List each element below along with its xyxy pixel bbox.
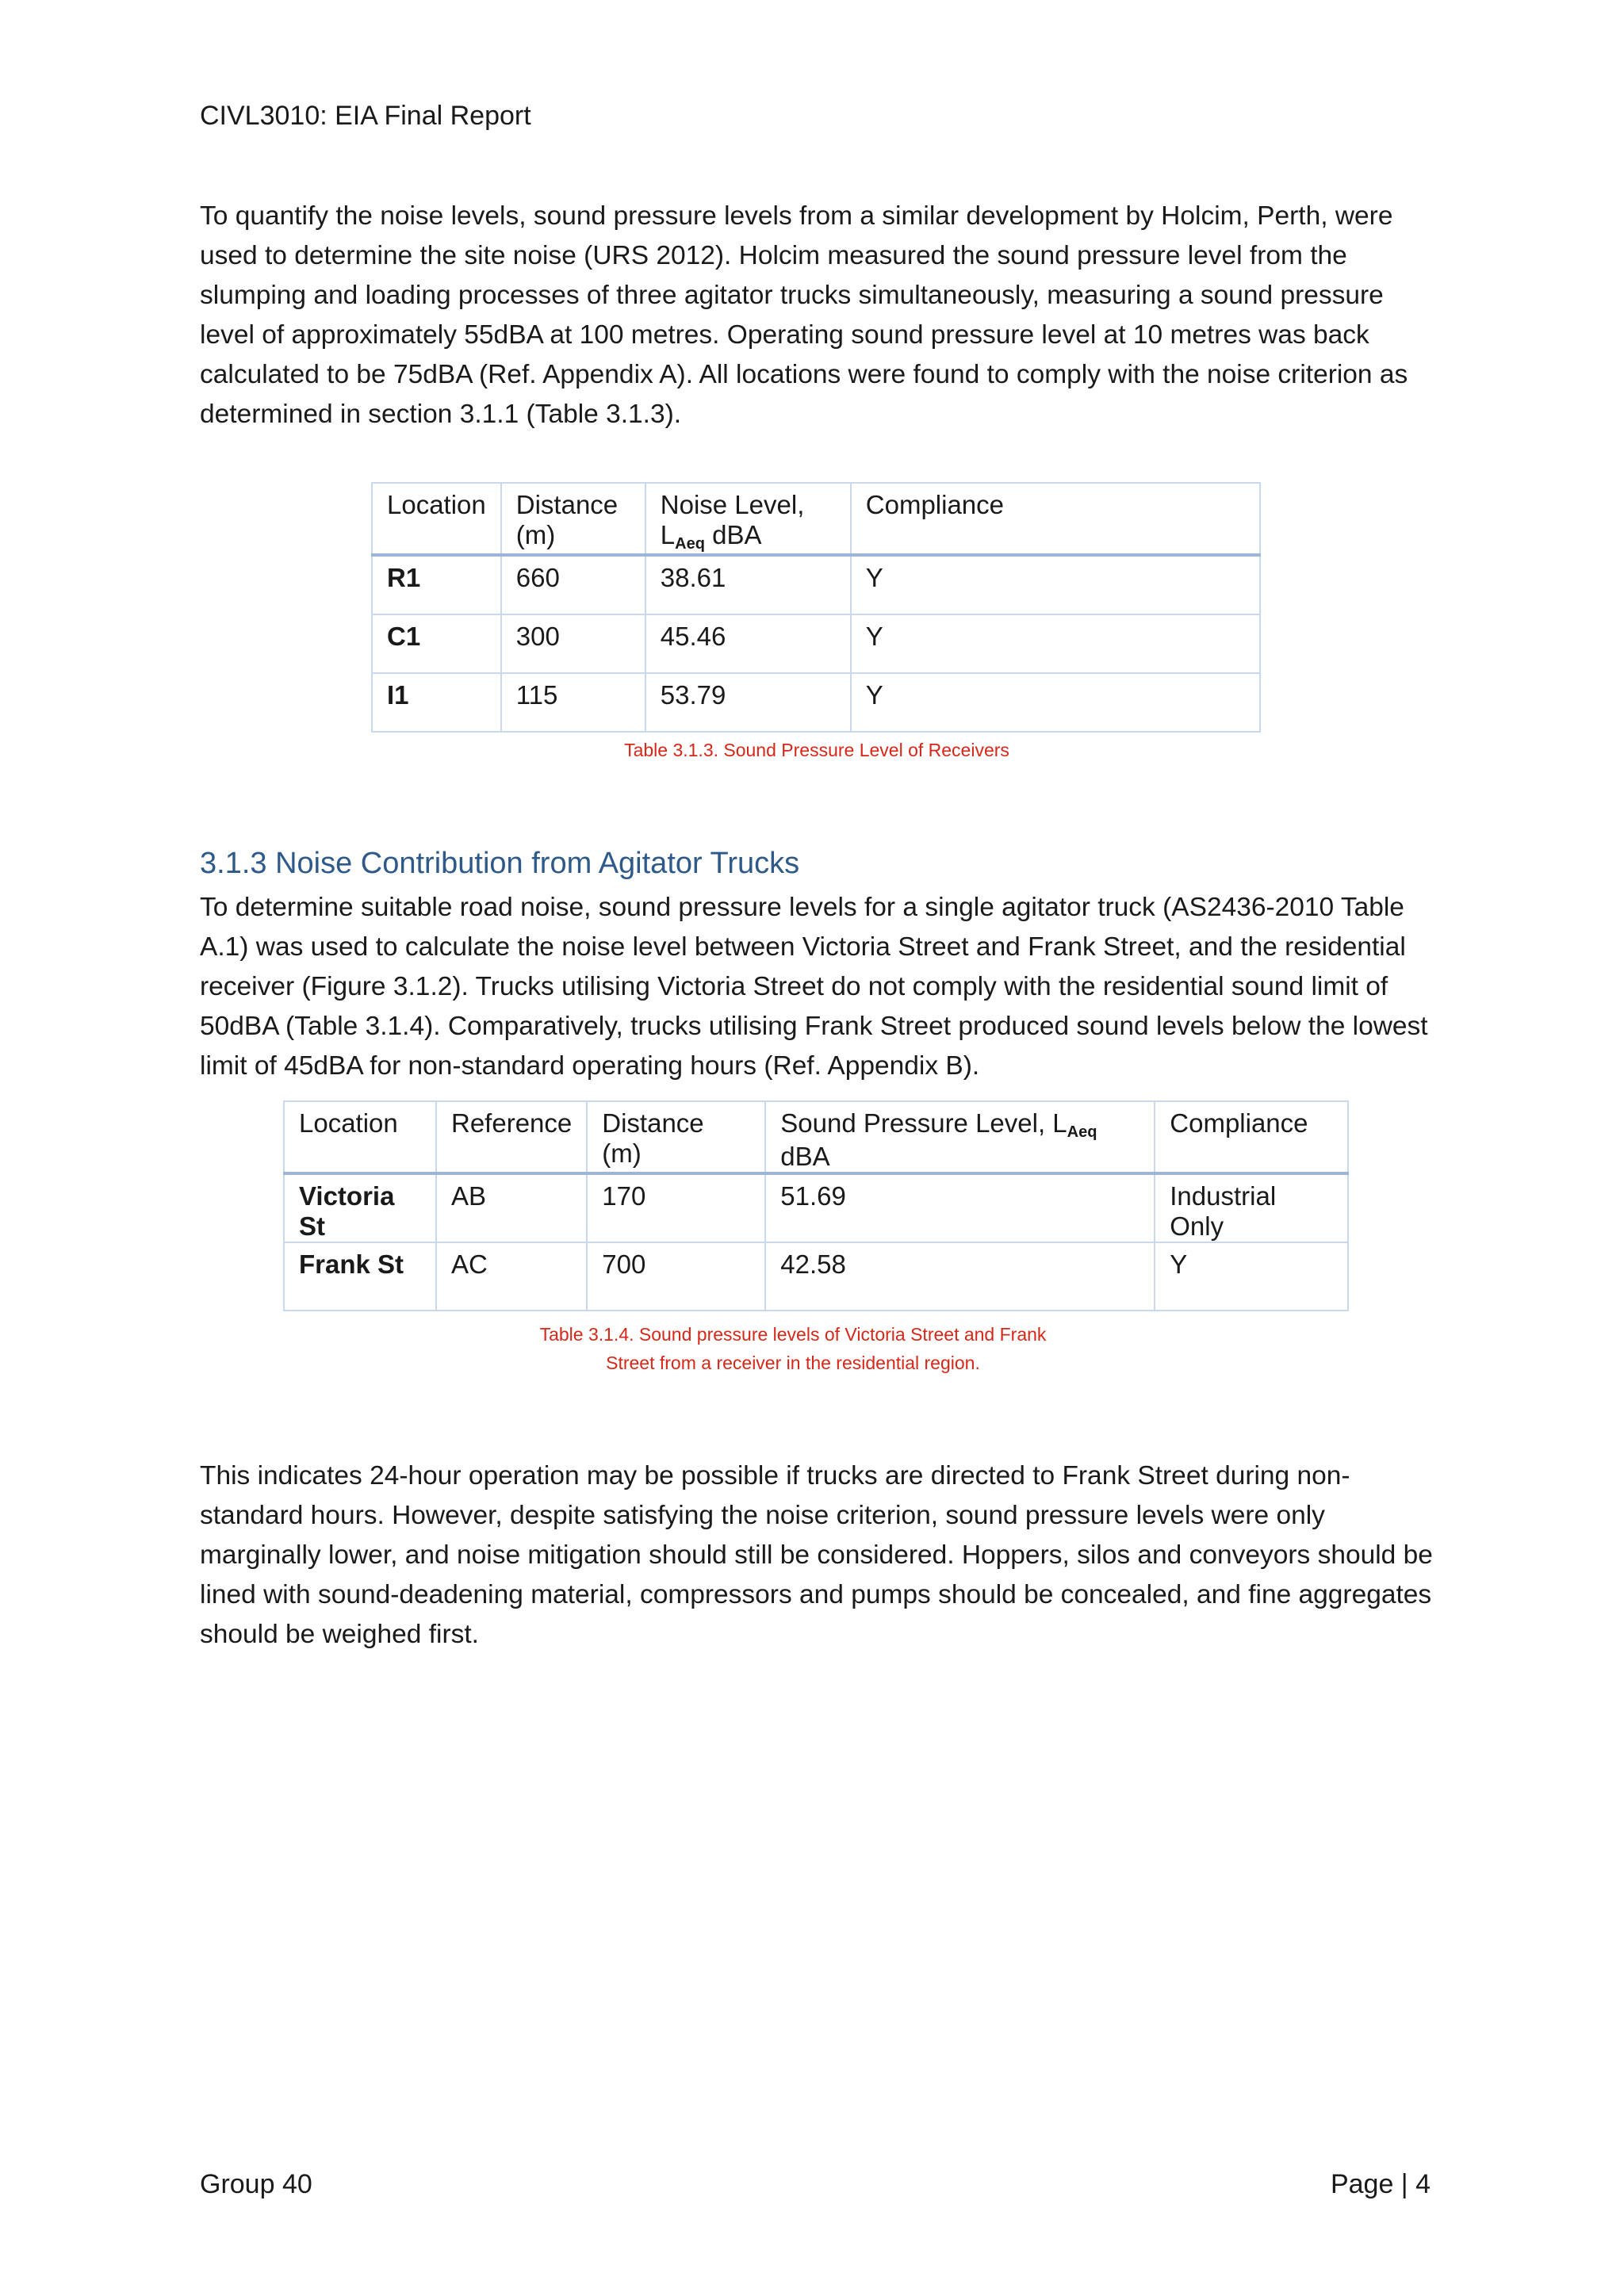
column-header-compliance: Compliance	[851, 483, 1260, 555]
cell-compliance: Industrial Only	[1155, 1173, 1348, 1242]
intro-paragraph: To quantify the noise levels, sound pressure levels from a similar development by Holcim, Perth, were used to determine the site noise (URS 2012). Holcim measured the sound pressure level from the slumping and loading processes of three agitator trucks simultaneously, measuring a sound pressure level of approximately 55dBA at 100 metres. Operating sound pressure level at 10 metres was back calculated to be 75dBA (Ref. Appendix A). All locations were found to comply with the noise criterion as determined in section 3.1.1 (Table 3.1.3).	[200, 201, 1408, 429]
cell-distance: 700	[587, 1242, 765, 1311]
table-caption-line: Table 3.1.4. Sound pressure levels of Victoria Street and Frank	[539, 1324, 1047, 1345]
cell-location: R1	[372, 555, 501, 614]
cell-sound-pressure-level: 51.69	[765, 1173, 1155, 1242]
table-header-row	[372, 483, 1260, 555]
column-header-location: Location	[372, 483, 501, 555]
footer-group: Group 40	[200, 2169, 312, 2199]
column-header-reference: Reference	[436, 1101, 587, 1173]
cell-noise-level: 45.46	[645, 614, 851, 673]
table-row	[372, 555, 1260, 614]
column-header-distance: Distance (m)	[501, 483, 645, 555]
cell-location: C1	[372, 614, 501, 673]
cell-location: I1	[372, 673, 501, 732]
page-header: CIVL3010: EIA Final Report	[200, 101, 531, 131]
table-header-row	[284, 1101, 1348, 1173]
table-row	[372, 673, 1260, 732]
table-caption-line: Street from a receiver in the residential region.	[606, 1353, 980, 1373]
road-noise-table	[283, 1100, 1349, 1311]
cell-location: Frank St	[284, 1242, 436, 1311]
cell-compliance: Y	[1155, 1242, 1348, 1311]
cell-reference: AC	[436, 1242, 587, 1311]
cell-location: Victoria St	[284, 1173, 436, 1242]
cell-reference: AB	[436, 1173, 587, 1242]
receivers-table	[371, 482, 1261, 733]
cell-distance: 170	[587, 1173, 765, 1242]
cell-noise-level: 38.61	[645, 555, 851, 614]
column-header-distance: Distance (m)	[587, 1101, 765, 1173]
cell-noise-level: 53.79	[645, 673, 851, 732]
conclusion-paragraph: This indicates 24-hour operation may be possible if trucks are directed to Frank Street during non-standard hours. However, despite satisfying the noise criterion, sound pressure levels were only marginally lower, and noise mitigation should still be considered. Hoppers, silos and conveyors should be lined with sound-deadening material, compressors and pumps should be concealed, and fine aggregates should be weighed first.	[200, 1461, 1433, 1649]
cell-sound-pressure-level: 42.58	[765, 1242, 1155, 1311]
noise-header-prefix: Noise Level, L	[660, 490, 805, 549]
spl-header-suffix: dBA	[780, 1142, 830, 1171]
cell-distance: 300	[501, 614, 645, 673]
column-header-location: Location	[284, 1101, 436, 1173]
cell-compliance: Y	[851, 555, 1260, 614]
cell-compliance: Y	[851, 673, 1260, 732]
cell-compliance: Y	[851, 614, 1260, 673]
table-caption	[492, 1320, 1094, 1377]
section-heading: 3.1.3 Noise Contribution from Agitator Trucks	[200, 847, 800, 880]
spl-header-subscript: Aeq	[1067, 1123, 1097, 1141]
footer-page-number: Page | 4	[1330, 2169, 1431, 2199]
column-header-sound-pressure-level	[765, 1101, 1155, 1173]
table-row	[284, 1173, 1348, 1242]
table-row	[284, 1242, 1348, 1311]
cell-distance: 115	[501, 673, 645, 732]
column-header-compliance: Compliance	[1155, 1101, 1348, 1173]
column-header-noise-level	[645, 483, 851, 555]
cell-distance: 660	[501, 555, 645, 614]
table-row	[372, 614, 1260, 673]
spl-header-prefix: Sound Pressure Level, L	[780, 1108, 1067, 1138]
noise-header-suffix: dBA	[704, 520, 762, 549]
section-paragraph: To determine suitable road noise, sound pressure levels for a single agitator truck (AS2436-2010 Table A.1) was used to calculate the noise level between Victoria Street and Frank Street, and the residential receiver (Figure 3.1.2). Trucks utilising Victoria Street do not comply with the residential sound limit of 50dBA (Table 3.1.4). Comparatively, trucks utilising Frank Street produced sound levels below the lowest limit of 45dBA for non-standard operating hours (Ref. Appendix B).	[200, 893, 1428, 1081]
noise-header-subscript: Aeq	[675, 535, 705, 553]
table-caption: Table 3.1.3. Sound Pressure Level of Receivers	[624, 740, 1009, 760]
